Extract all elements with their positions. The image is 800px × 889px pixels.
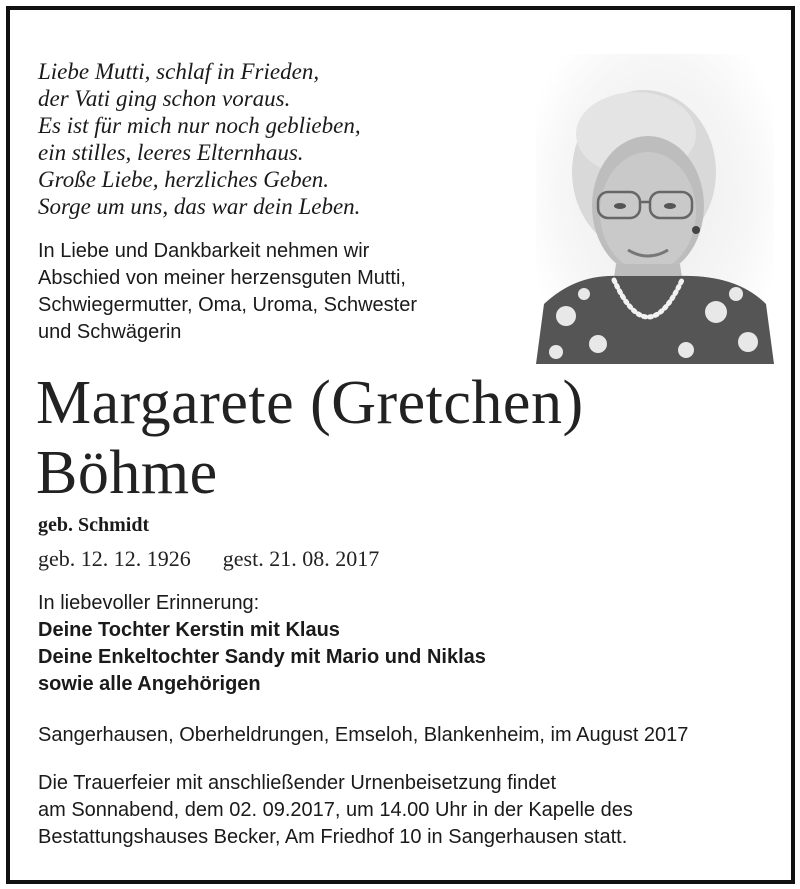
- funeral-line: Die Trauerfeier mit anschließender Urnenbeisetzung findet: [38, 772, 557, 794]
- mourners: [38, 590, 486, 698]
- funeral-notice: [38, 770, 633, 851]
- mourner-line: Deine Tochter Kerstin mit Klaus: [38, 619, 340, 641]
- intro-line: Schwiegermutter, Oma, Uroma, Schwester: [38, 294, 418, 316]
- mourner-line: sowie alle Angehörigen: [38, 673, 261, 695]
- maiden-name: geb. Schmidt: [38, 514, 150, 536]
- obituary-frame: [6, 6, 795, 884]
- intro-line: In Liebe und Dankbarkeit nehmen wir: [38, 240, 370, 262]
- intro-line: Abschied von meiner herzensguten Mutti,: [38, 267, 406, 289]
- poem-line: der Vati ging schon voraus.: [38, 86, 291, 111]
- intro-text: [38, 238, 478, 346]
- mourner-line: Deine Enkeltochter Sandy mit Mario und Niklas: [38, 646, 486, 668]
- mourners-lead: In liebevoller Erinnerung:: [38, 592, 260, 614]
- poem: [38, 58, 361, 220]
- poem-line: ein stilles, leeres Elternhaus.: [38, 140, 304, 165]
- life-dates: [38, 546, 379, 572]
- funeral-line: am Sonnabend, dem 02. 09.2017, um 14.00 Uhr in der Kapelle des: [38, 799, 633, 821]
- death-date: gest. 21. 08. 2017: [222, 546, 380, 571]
- poem-line: Es ist für mich nur noch geblieben,: [38, 113, 361, 138]
- places-and-date: Sangerhausen, Oberheldrungen, Emseloh, Blankenheim, im August 2017: [38, 724, 689, 746]
- poem-line: Liebe Mutti, schlaf in Frieden,: [38, 59, 320, 84]
- poem-line: Große Liebe, herzliches Geben.: [38, 167, 330, 192]
- deceased-name-line1: Margarete (Gretchen): [36, 369, 584, 437]
- deceased-name-line2: Böhme: [36, 439, 218, 507]
- portrait-photo: [536, 54, 774, 364]
- funeral-line: Bestattungshauses Becker, Am Friedhof 10 in Sangerhausen statt.: [38, 826, 628, 848]
- portrait-illustration: [536, 54, 774, 364]
- birth-date: geb. 12. 12. 1926: [38, 546, 191, 571]
- intro-line: und Schwägerin: [38, 321, 182, 343]
- poem-line: Sorge um uns, das war dein Leben.: [38, 194, 361, 219]
